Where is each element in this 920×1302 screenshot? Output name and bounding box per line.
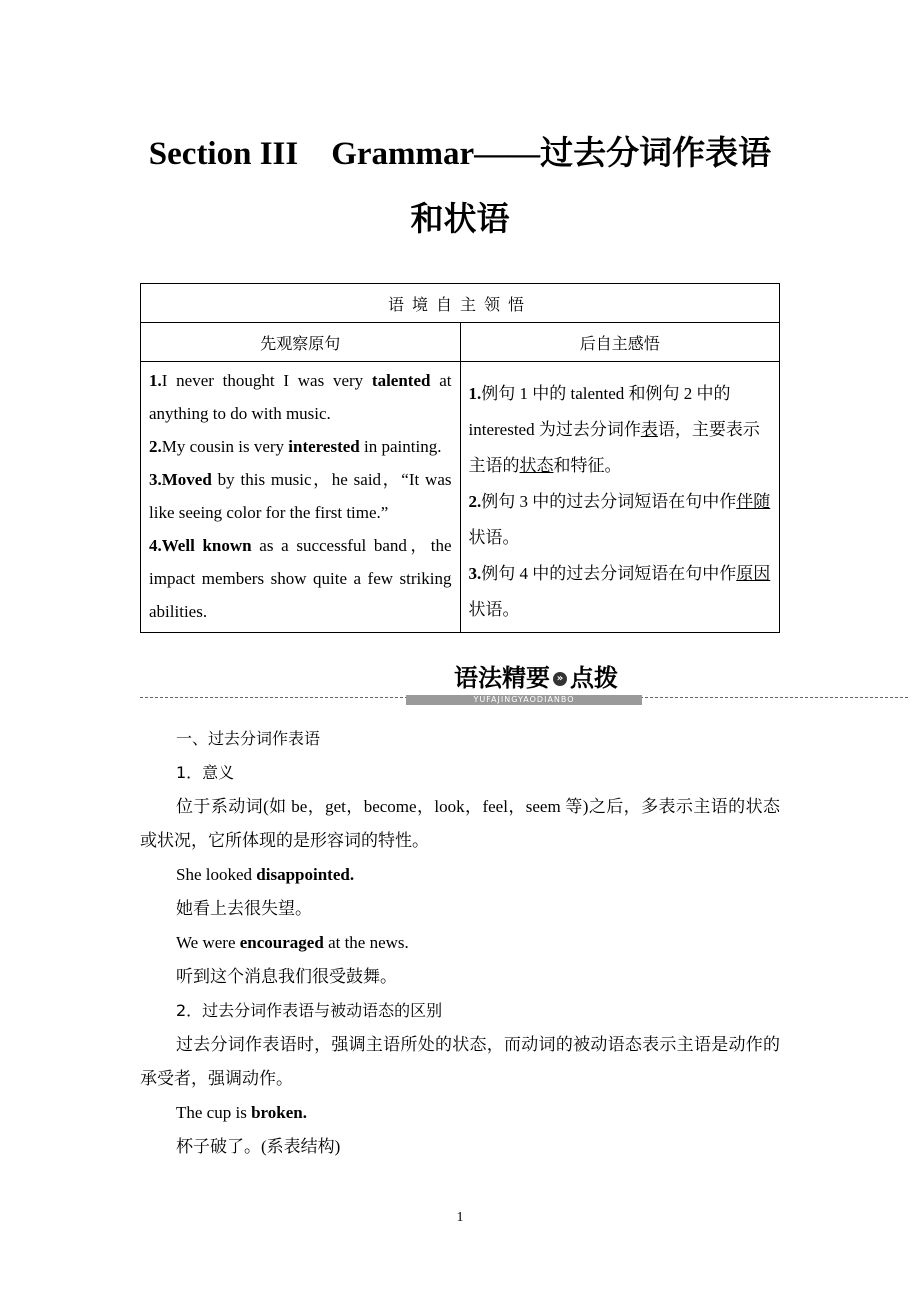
arrow-icon: »	[553, 672, 567, 686]
example-en: We were encouraged at the news.	[176, 933, 409, 952]
column-header-right: 后自主感悟	[460, 323, 780, 362]
section-heading: 一、过去分词作表语	[176, 729, 321, 748]
page-title-line2: 和状语	[410, 202, 510, 238]
example-cn: 听到这个消息我们很受鼓舞。	[176, 967, 397, 986]
page-title-line1: Section III Grammar——过去分词作表语	[148, 136, 772, 172]
grammar-content	[140, 722, 780, 1164]
intro-table	[140, 283, 780, 633]
example-en: She looked disappointed.	[176, 865, 355, 884]
insight-item: 2.例句 3 中的过去分词短语在句中作伴随状语。	[468, 492, 771, 547]
example-sentence: 4.Well known as a successful band，the impact members show quite a few striking abilities.	[149, 536, 452, 621]
subsection-heading: 2．过去分词作表语与被动语态的区别	[176, 1001, 443, 1020]
insights-cell	[460, 362, 780, 633]
paragraph: 位于系动词(如 be，get，become，look，feel，seem 等)之后，多表示主语的状态或状况，它所体现的是形容词的特性。	[140, 797, 780, 850]
table-header: 语境自主领悟	[141, 284, 780, 323]
column-header-left: 先观察原句	[141, 323, 461, 362]
example-sentence: 1.I never thought I was very talented at anything to do with music.	[149, 371, 452, 423]
example-en: The cup is broken.	[176, 1103, 307, 1122]
example-sentences-cell	[141, 362, 461, 633]
example-cn: 她看上去很失望。	[176, 899, 312, 918]
example-sentence: 3.Moved by this music，he said，“It was like seeing color for the first time.”	[149, 470, 452, 522]
section-banner	[140, 664, 908, 708]
example-cn: 杯子破了。(系表结构)	[176, 1137, 341, 1156]
subsection-heading: 1．意义	[176, 763, 235, 782]
banner-subtitle: YUFAJINGYAODIANBO	[406, 695, 642, 705]
example-sentence: 2.My cousin is very interested in painting.	[149, 437, 442, 456]
page-number: 1	[456, 1210, 464, 1225]
insight-item: 1.例句 1 中的 talented 和例句 2 中的 interested 为过去分词作表语，主要表示主语的状态和特征。	[468, 384, 760, 475]
insight-item: 3.例句 4 中的过去分词短语在句中作原因状语。	[468, 564, 771, 619]
banner-title: 语法精要 » 点拨	[426, 664, 646, 692]
paragraph: 过去分词作表语时，强调主语所处的状态，而动词的被动语态表示主语是动作的承受者，强调动作。	[140, 1035, 780, 1088]
